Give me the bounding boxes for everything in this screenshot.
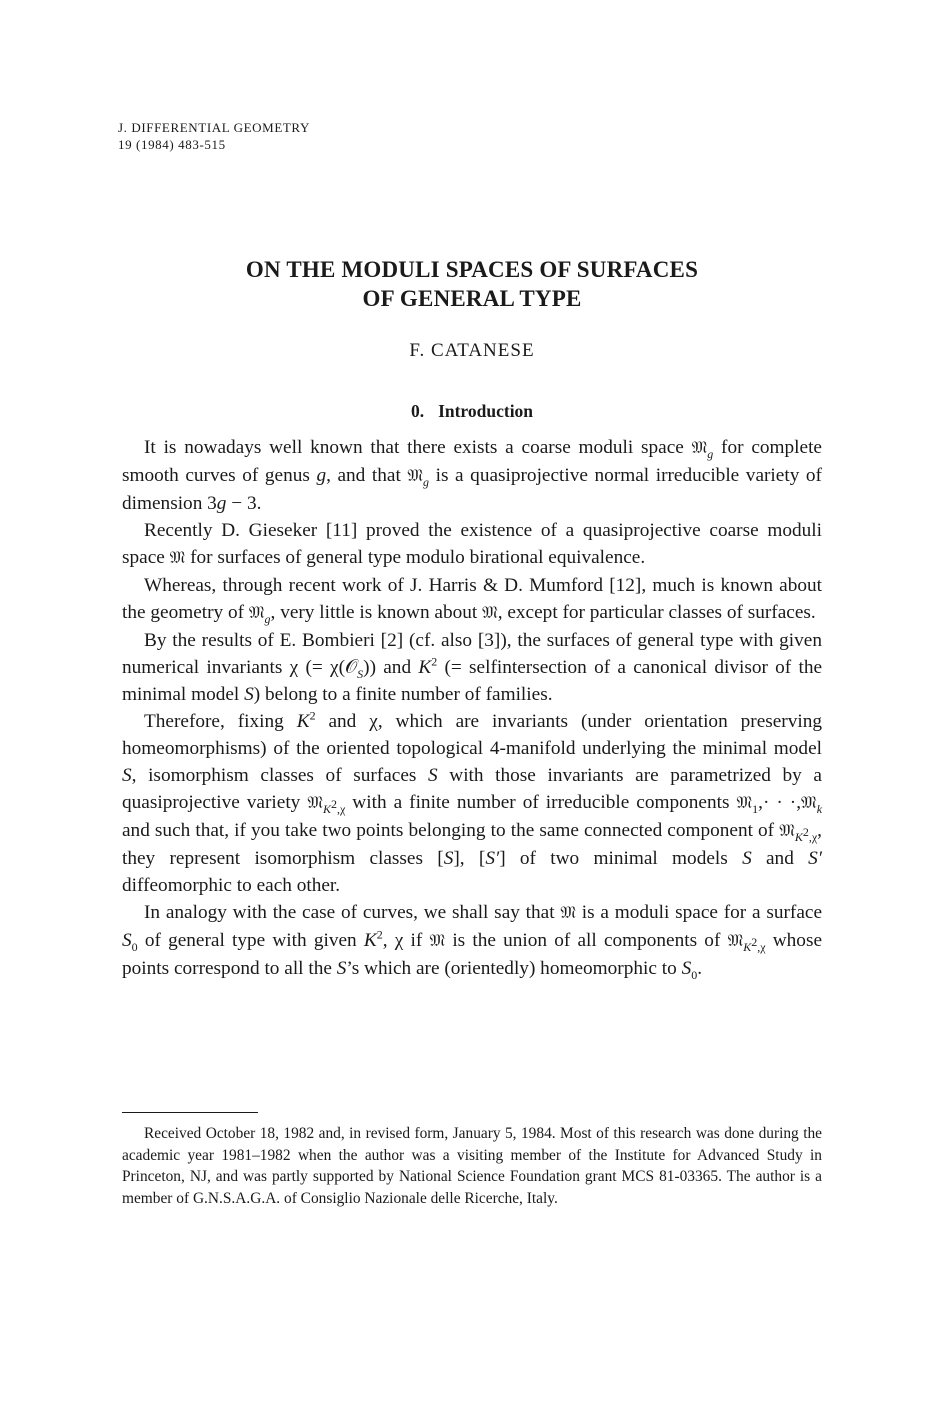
moduli-symbol: 𝔐 — [779, 821, 795, 841]
paper-title — [0, 255, 944, 313]
journal-header — [118, 119, 310, 153]
moduli-symbol: 𝔐 — [307, 793, 323, 813]
paragraph-5: Therefore, fixing $K^2$ and χ, which are invariants (under orientation preserving homeomorphisms) of the oriented topological 4-manifold underlying the minimal model S, isomorphism classes of surfaces S with those invariants are parametrized by a quasiprojective variety 𝔐$_{K^2,\chi}$ with a finite number of irreducible components 𝔐$_1$,· · ·,𝔐$_k$ and such that, if you take two points belonging to the same connected component of 𝔐$_{K^2,\chi}$, they represent isomorphism classes [S], [S′] of two minimal models S and S′ diffeomorphic to each other. — [122, 708, 823, 896]
moduli-symbol: 𝔐 — [248, 603, 265, 623]
section-heading — [0, 401, 944, 422]
journal-citation: 19 (1984) 483-515 — [118, 137, 226, 152]
title-line-2: OF GENERAL TYPE — [362, 286, 582, 311]
paragraph-4: By the results of E. Bombieri [2] (cf. also [3]), the surfaces of general type with given numerical invariants χ (= χ(𝒪$_S$)) and $K^2$ (= selfintersection of a canonical divisor of the minimal model S) belong to a finite number of families. — [122, 630, 823, 705]
moduli-symbol: 𝔐 — [560, 903, 576, 923]
moduli-symbol: 𝔐 — [691, 438, 708, 458]
paragraph-1: It is nowadays well known that there exists a coarse moduli space 𝔐$_g$ for complete smooth curves of genus g, and that 𝔐$_g$ is a quasiprojective normal irreducible variety of dimension 3g − 3. — [122, 437, 822, 514]
footnote-text: Received October 18, 1982 and, in revised form, January 5, 1984. Most of this research was done during the academic year 1981–1982 when the author was a visiting member of the Institute for Advanced Study in Princeton, NJ, and was partly supported by National Science Foundation grant MCS 81-03365. The author is a member of G.N.S.A.G.A. of Consiglio Nazionale delle Ricerche, Italy. — [122, 1125, 822, 1207]
moduli-symbol: 𝔐 — [801, 793, 817, 813]
journal-name: J. DIFFERENTIAL GEOMETRY — [118, 120, 310, 135]
paragraph-3: Whereas, through recent work of J. Harris & D. Mumford [12], much is known about the geometry of 𝔐$_g$, very little is known about 𝔐, except for particular classes of surfaces. — [122, 575, 822, 626]
body-text — [122, 434, 822, 982]
title-line-1: ON THE MODULI SPACES OF SURFACES — [245, 257, 699, 282]
moduli-symbol: 𝔐 — [169, 548, 186, 568]
footnote-divider — [122, 1112, 258, 1113]
moduli-symbol: 𝔐 — [429, 931, 446, 951]
section-number: 0. — [410, 401, 425, 421]
paragraph-2: Recently D. Gieseker [11] proved the existence of a quasiprojective coarse moduli space 𝔐 for surfaces of general type modulo birational equivalence. — [122, 520, 822, 568]
section-title: Introduction — [438, 401, 534, 421]
author-name: F. CATANESE — [409, 340, 535, 361]
paragraph-6: In analogy with the case of curves, we shall say that 𝔐 is a moduli space for a surface $S_0$ of general type with given $K^2$, χ if 𝔐 is the union of all components of 𝔐$_{K^2,\chi}$ whose points correspond to all the S’s which are (orientedly) homeomorphic to $S_0$. — [122, 902, 823, 982]
moduli-symbol: 𝔐 — [736, 793, 753, 813]
moduli-symbol: 𝔐 — [482, 603, 498, 623]
moduli-symbol: 𝔐 — [407, 466, 424, 486]
moduli-symbol: 𝔐 — [727, 931, 744, 951]
footnote — [122, 1123, 822, 1209]
